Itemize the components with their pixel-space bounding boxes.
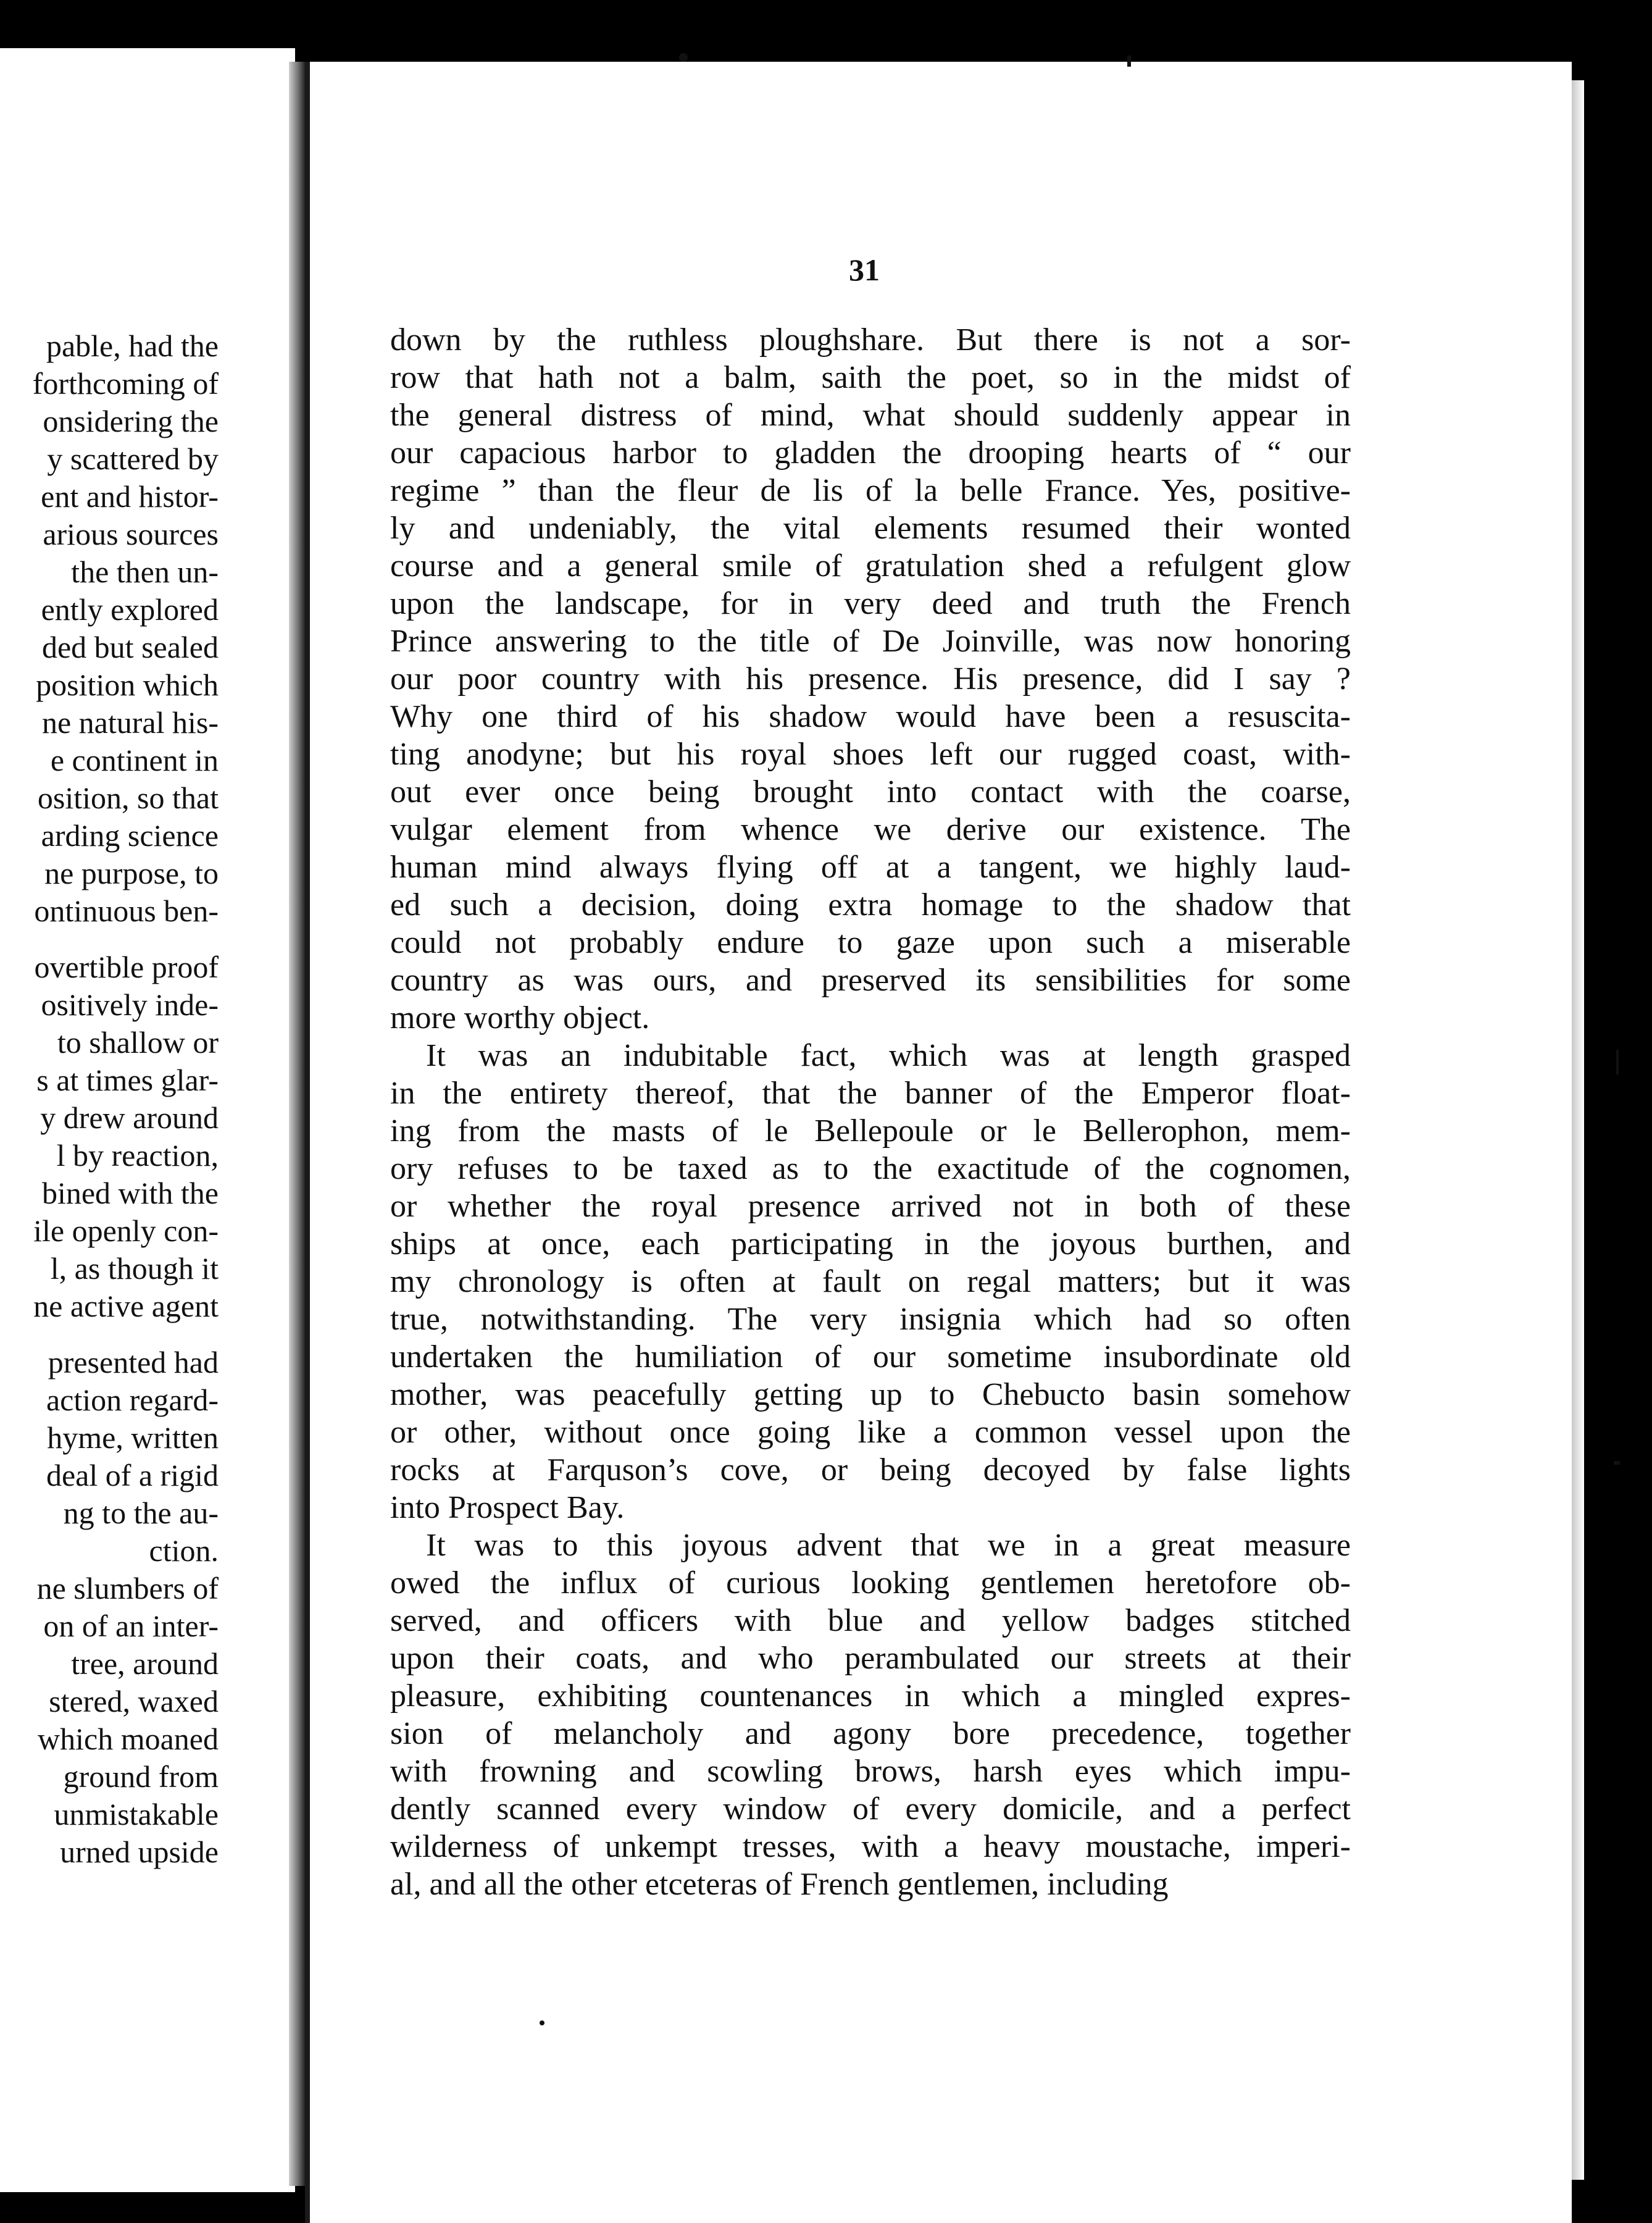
scan-speck bbox=[679, 53, 688, 62]
scan-speck bbox=[1616, 1050, 1619, 1074]
text-line: into Prospect Bay. bbox=[390, 1490, 625, 1525]
left-line: ne slumbers of bbox=[36, 1571, 219, 1606]
text-line: course and a general smile of gratulation shed a refulgent glow bbox=[390, 548, 1351, 584]
text-line: human mind always flying off at a tangent, we highly laud- bbox=[390, 850, 1351, 885]
left-line: e continent in bbox=[50, 743, 219, 777]
page-edge bbox=[1572, 80, 1584, 2180]
text-line: Prince answering to the title of De Joinville, was now honoring bbox=[390, 624, 1351, 659]
text-line: rocks at Farquson’s cove, or being decoyed by false lights bbox=[390, 1452, 1351, 1488]
left-line: the then un- bbox=[71, 555, 219, 589]
text-line: out ever once being brought into contact with the coarse, bbox=[390, 774, 1351, 810]
text-line: ting anodyne; but his royal shoes left our rugged coast, with- bbox=[390, 737, 1351, 772]
text-line: owed the influx of curious looking gentlemen heretofore ob- bbox=[390, 1565, 1351, 1601]
left-line: l, as though it bbox=[50, 1251, 219, 1286]
text-line: more worthy object. bbox=[390, 1000, 650, 1036]
text-line: our poor country with his presence. His presence, did I say ? bbox=[390, 661, 1351, 697]
left-line: bined with the bbox=[41, 1176, 219, 1210]
left-line: position which bbox=[36, 668, 219, 702]
left-line: ne active agent bbox=[33, 1289, 219, 1323]
left-line: arious sources bbox=[43, 517, 219, 551]
left-line: ontinuous ben- bbox=[34, 894, 219, 928]
text-line: true, notwithstanding. The very insignia which had so often bbox=[390, 1302, 1351, 1337]
left-line: action regard- bbox=[46, 1383, 219, 1417]
left-line: urned upside bbox=[60, 1835, 219, 1869]
left-line: tree, around bbox=[71, 1646, 219, 1681]
left-line: onsidering the bbox=[43, 404, 219, 438]
text-line: It was to this joyous advent that we in a great measure bbox=[426, 1528, 1351, 1563]
left-gap bbox=[0, 930, 219, 948]
text-line: dently scanned every window of every domicile, and a perfect bbox=[390, 1791, 1351, 1827]
left-line: ded but sealed bbox=[41, 630, 219, 664]
text-line: our capacious harbor to gladden the drooping hearts of “ our bbox=[390, 435, 1351, 471]
left-line: on of an inter- bbox=[43, 1609, 219, 1643]
text-line: Why one third of his shadow would have been a resuscita- bbox=[390, 699, 1351, 734]
text-line: sion of melancholy and agony bore precedence, together bbox=[390, 1716, 1351, 1751]
text-line: upon their coats, and who perambulated our streets at their bbox=[390, 1641, 1351, 1676]
left-page-text bbox=[0, 327, 219, 1871]
text-line: undertaken the humiliation of our sometime insubordinate old bbox=[390, 1339, 1351, 1375]
text-line: upon the landscape, for in very deed and truth the French bbox=[390, 586, 1351, 621]
scan-speck bbox=[1614, 1461, 1620, 1465]
book-gutter-shadow bbox=[289, 62, 305, 2186]
left-line: ently explored bbox=[41, 592, 219, 627]
text-line: with frowning and scowling brows, harsh eyes which impu- bbox=[390, 1754, 1351, 1789]
left-line: hyme, written bbox=[47, 1420, 219, 1455]
left-line: presented had bbox=[48, 1345, 219, 1379]
left-line: ground from bbox=[63, 1759, 219, 1794]
left-line: stered, waxed bbox=[49, 1684, 219, 1719]
text-line: ory refuses to be taxed as to the exactitude of the cognomen, bbox=[390, 1151, 1351, 1186]
scan-speck bbox=[540, 2020, 544, 2025]
main-text-block bbox=[390, 321, 1351, 1903]
left-line: ne purpose, to bbox=[44, 856, 219, 890]
page-number: 31 bbox=[849, 253, 880, 287]
text-line: or whether the royal presence arrived not in both of these bbox=[390, 1189, 1351, 1224]
left-line: y drew around bbox=[40, 1100, 219, 1135]
text-line: or other, without once going like a common vessel upon the bbox=[390, 1415, 1351, 1450]
left-line: unmistakable bbox=[54, 1797, 219, 1832]
left-page bbox=[0, 48, 295, 2192]
left-line: to shallow or bbox=[57, 1025, 219, 1060]
left-line: forthcoming of bbox=[32, 366, 219, 401]
text-line: al, and all the other etceteras of French gentlemen, including bbox=[390, 1867, 1169, 1902]
text-line: down by the ruthless ploughshare. But there is not a sor- bbox=[390, 322, 1351, 358]
text-line: row that hath not a balm, saith the poet, so in the midst of bbox=[390, 360, 1351, 395]
left-line: which moaned bbox=[38, 1722, 219, 1756]
text-line: ing from the masts of le Bellepoule or le Bellerophon, mem- bbox=[390, 1113, 1351, 1149]
scan-speck bbox=[1127, 56, 1131, 67]
left-line: s at times glar- bbox=[36, 1063, 219, 1097]
left-line: ction. bbox=[149, 1533, 219, 1568]
text-line: wilderness of unkempt tresses, with a heavy moustache, imperi- bbox=[390, 1829, 1351, 1864]
left-line: y scattered by bbox=[47, 442, 219, 476]
text-line: my chronology is often at fault on regal matters; but it was bbox=[390, 1264, 1351, 1299]
text-line: mother, was peacefully getting up to Chebucto basin somehow bbox=[390, 1377, 1351, 1412]
text-line: could not probably endure to gaze upon such a miserable bbox=[390, 925, 1351, 960]
left-line: pable, had the bbox=[46, 329, 219, 363]
left-line: ositively inde- bbox=[41, 987, 219, 1022]
left-line: osition, so that bbox=[37, 781, 219, 815]
text-line: pleasure, exhibiting countenances in which a mingled expres- bbox=[390, 1678, 1351, 1714]
left-gap bbox=[0, 1325, 219, 1344]
left-line: l by reaction, bbox=[56, 1138, 219, 1173]
text-line: ed such a decision, doing extra homage to the shadow that bbox=[390, 887, 1351, 923]
left-line: ile openly con- bbox=[33, 1213, 219, 1248]
text-line: country as was ours, and preserved its sensibilities for some bbox=[390, 963, 1351, 998]
text-line: regime ” than the fleur de lis of la belle France. Yes, positive- bbox=[390, 473, 1351, 508]
text-line: It was an indubitable fact, which was at length grasped bbox=[426, 1038, 1351, 1073]
text-line: ships at once, each participating in the joyous burthen, and bbox=[390, 1226, 1351, 1262]
left-line: ent and histor- bbox=[41, 479, 219, 514]
text-line: in the entirety thereof, that the banner of the Emperor float- bbox=[390, 1076, 1351, 1111]
left-line: ne natural his- bbox=[41, 705, 219, 740]
text-line: served, and officers with blue and yellow badges stitched bbox=[390, 1603, 1351, 1638]
left-line: arding science bbox=[41, 818, 219, 853]
left-line: ng to the au- bbox=[63, 1496, 219, 1530]
left-line: overtible proof bbox=[34, 950, 219, 984]
text-line: the general distress of mind, what should suddenly appear in bbox=[390, 398, 1351, 433]
text-line: vulgar element from whence we derive our existence. The bbox=[390, 812, 1351, 847]
left-line: deal of a rigid bbox=[46, 1458, 219, 1492]
text-line: ly and undeniably, the vital elements resumed their wonted bbox=[390, 511, 1351, 546]
